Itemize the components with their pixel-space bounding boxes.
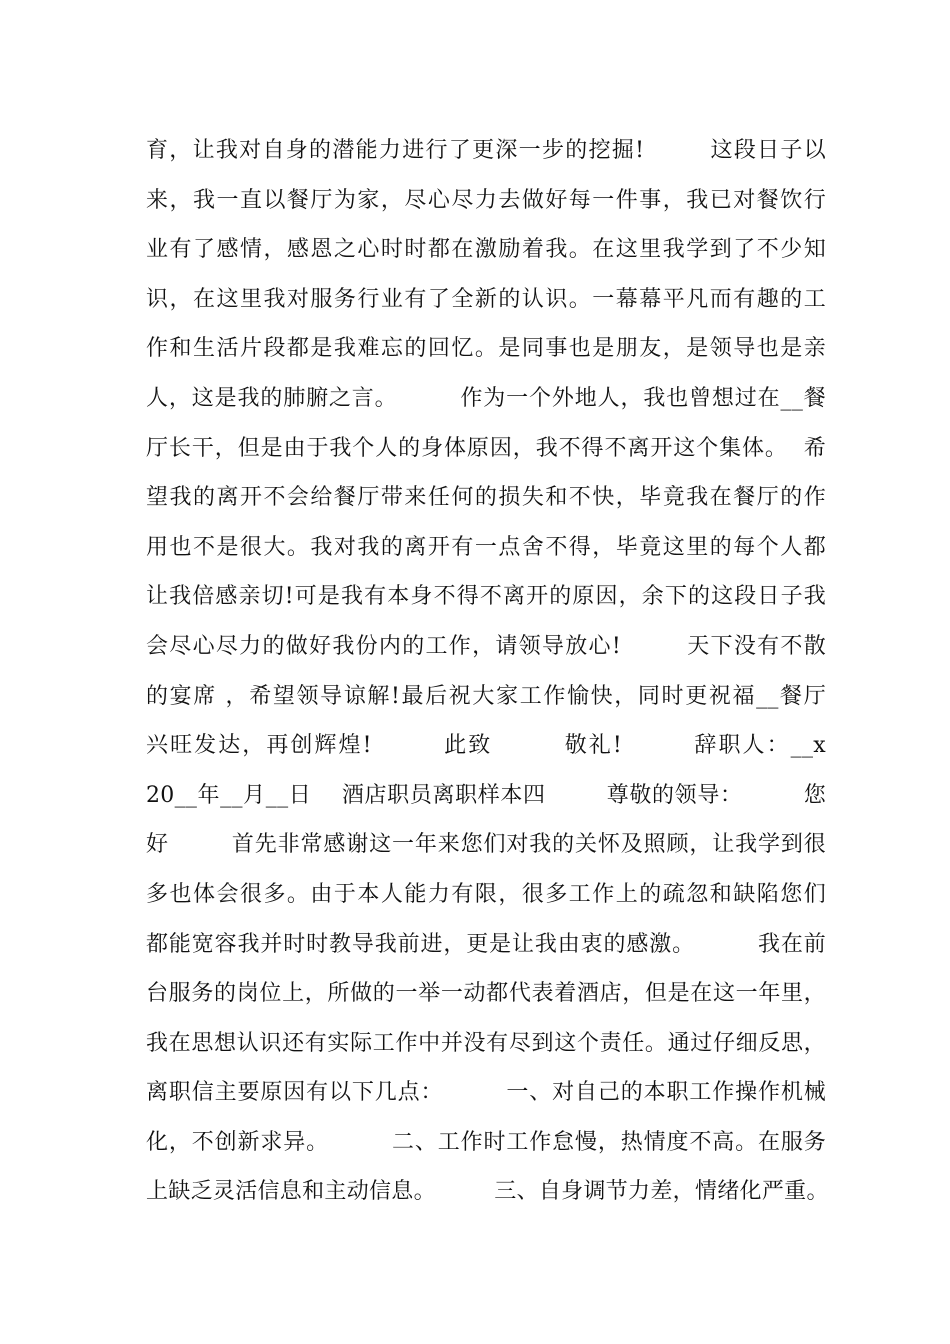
text-line: 的宴席 ，希望领导谅解!最后祝大家工作愉快，同时更祝福__餐厅: [146, 683, 826, 709]
text-line: 好 首先非常感谢这一年来您们对我的关怀及照顾，让我学到很: [146, 832, 826, 858]
body-text: [146, 126, 829, 1217]
text-line: 多也体会很多。由于本人能力有限，很多工作上的疏忽和缺陷您们: [146, 881, 826, 907]
text-line: 作和生活片段都是我难忘的回忆。是同事也是朋友，是领导也是亲: [146, 336, 826, 362]
text-line: 兴旺发达，再创辉煌! 此致 敬礼! 辞职人：__x: [146, 733, 826, 759]
text-line: 来，我一直以餐厅为家，尽心尽力去做好每一件事，我已对餐饮行: [146, 187, 826, 213]
text-line: 业有了感情，感恩之心时时都在激励着我。在这里我学到了不少知: [146, 237, 826, 263]
text-line: 厅长干，但是由于我个人的身体原因，我不得不离开这个集体。 希: [146, 435, 826, 461]
text-line: 育，让我对自身的潜能力进行了更深一步的挖掘! 这段日子以: [146, 138, 826, 163]
text-line: 让我倍感亲切!可是我有本身不得不离开的原因，余下的这段日子我: [146, 584, 826, 610]
text-line: 20__年__月__日 酒店职员离职样本四 尊敬的领导： 您: [146, 782, 826, 808]
text-line: 用也不是很大。我对我的离开有一点舍不得，毕竟这里的每个人都: [146, 534, 826, 560]
text-line: 台服务的岗位上，所做的一举一动都代表着酒店，但是在这一年里，: [146, 981, 826, 1007]
text-line: 化，不创新求异。 二、工作时工作怠慢，热情度不高。在服务: [146, 1129, 826, 1155]
text-line: 离职信主要原因有以下几点： 一、对自己的本职工作操作机械: [146, 1080, 826, 1106]
text-line: 都能宽容我并时时教导我前进，更是让我由衷的感激。 我在前: [146, 931, 826, 957]
text-line: 望我的离开不会给餐厅带来任何的损失和不快，毕竟我在餐厅的作: [146, 485, 826, 511]
text-line: 人，这是我的肺腑之言。 作为一个外地人，我也曾想过在__餐: [146, 385, 826, 411]
text-line: 上缺乏灵活信息和主动信息。 三、自身调节力差，情绪化严重。: [146, 1179, 829, 1205]
text-line: 我在思想认识还有实际工作中并没有尽到这个责任。通过仔细反思，: [146, 1030, 826, 1056]
text-line: 会尽心尽力的做好我份内的工作，请领导放心! 天下没有不散: [146, 633, 826, 659]
text-line: 识，在这里我对服务行业有了全新的认识。一幕幕平凡而有趣的工: [146, 286, 826, 312]
